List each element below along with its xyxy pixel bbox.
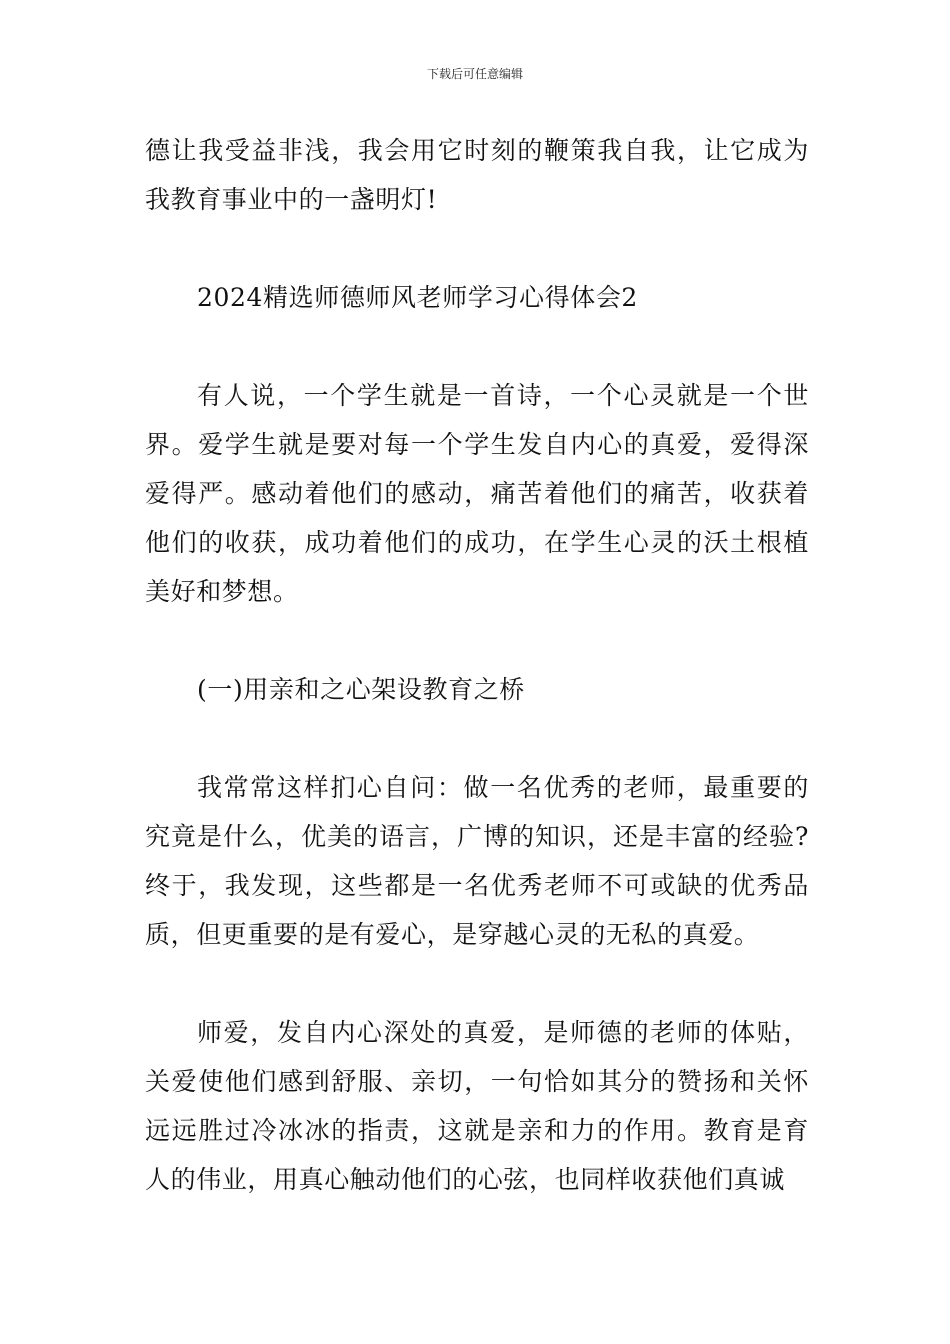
paragraph: 有人说，一个学生就是一首诗，一个心灵就是一个世界。爱学生就是要对每一个学生发自内心的真爱，爱得深爱得严。感动着他们的感动，痛苦着他们的痛苦，收获着他们的收获，成功着他们的成功，在学生心灵的沃土根植美好和梦想。 <box>145 381 809 606</box>
paragraph: 师爱，发自内心深处的真爱，是师德的老师的体贴，关爱使他们感到舒服、亲切，一句恰如其分的赞扬和关怀远远胜过冷冰冰的指责，这就是亲和力的作用。教育是育人的伟业，用真心触动他们的心弦，也同样收获他们真诚 <box>145 1018 809 1194</box>
page-header-note: 下载后可任意编辑 <box>426 67 523 81</box>
paragraph: 我常常这样扪心自问：做一名优秀的老师，最重要的究竟是什么，优美的语言，广博的知识，还是丰富的经验?终于，我发现，这些都是一名优秀老师不可或缺的优秀品质，但更重要的是有爱心，是穿越心灵的无私的真爱。 <box>145 773 809 949</box>
subsection-heading: (一)用亲和之心架设教育之桥 <box>197 675 525 704</box>
paragraph-continuation: 德让我受益非浅，我会用它时刻的鞭策我自我，让它成为我教育事业中的一盏明灯! <box>145 136 809 214</box>
document-body <box>145 126 809 1204</box>
section-heading: 2024精选师德师风老师学习心得体会2 <box>197 283 638 312</box>
